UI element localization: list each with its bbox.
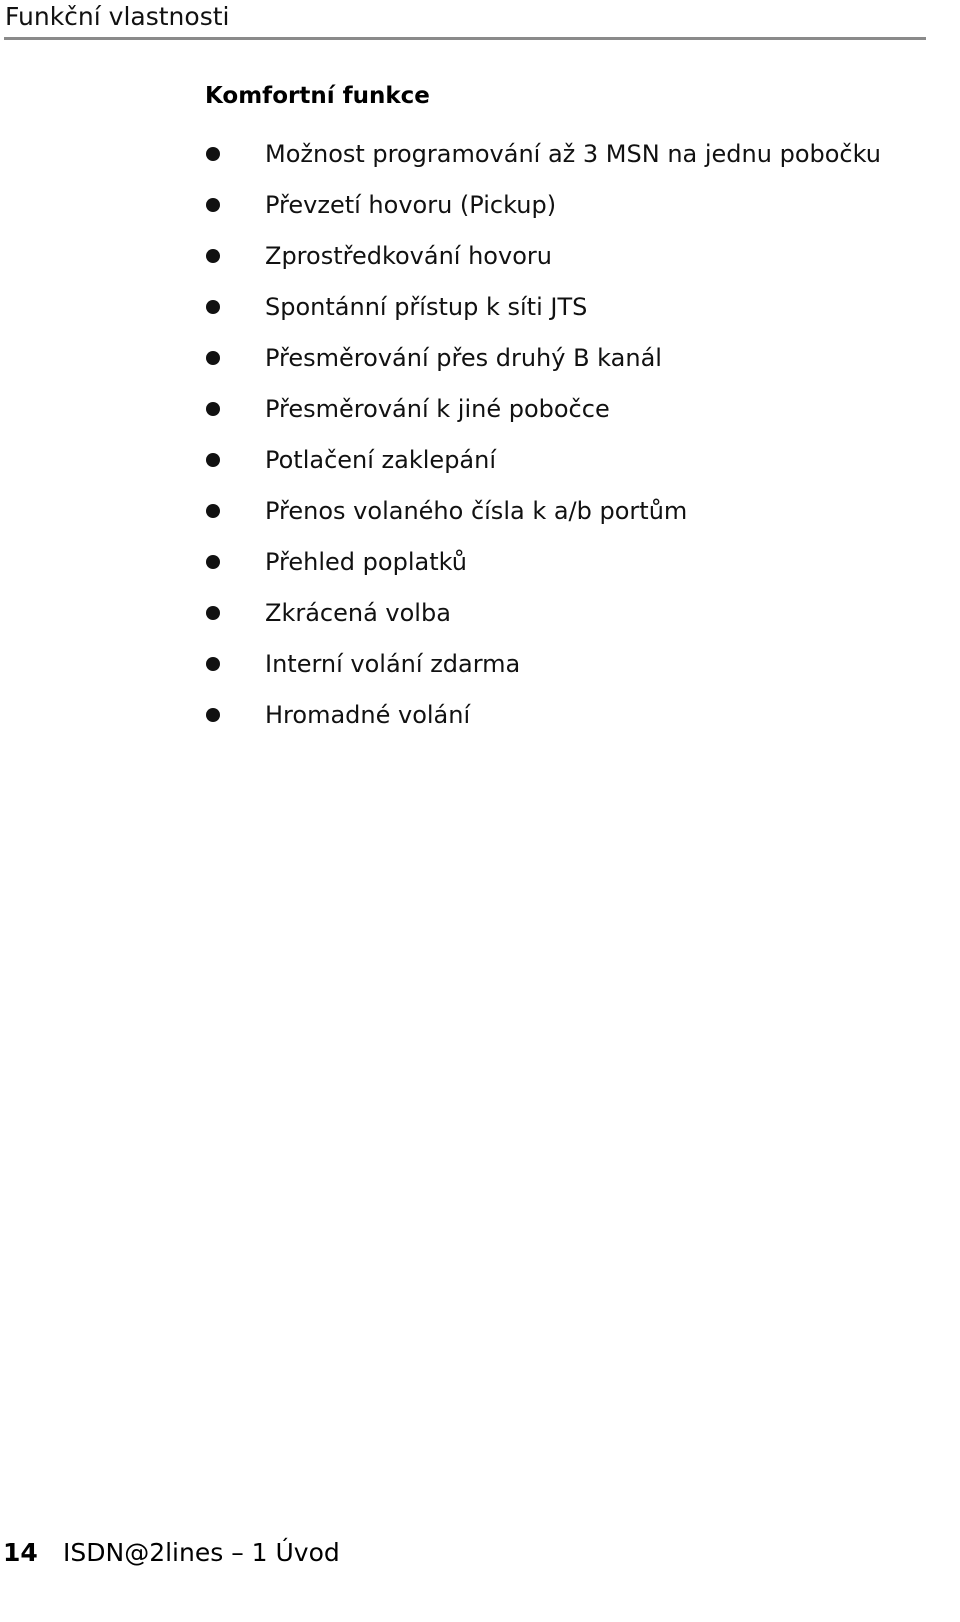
list-item xyxy=(205,179,881,230)
list-item xyxy=(205,638,881,689)
footer-chapter-title: ISDN@2lines – 1 Úvod xyxy=(63,1538,340,1567)
list-item xyxy=(205,434,881,485)
list-item-label: Zprostředkování hovoru xyxy=(265,241,552,270)
list-item xyxy=(205,128,881,179)
list-item-label: Interní volání zdarma xyxy=(265,649,521,678)
bullet-icon xyxy=(206,606,220,620)
list-item-label: Hromadné volání xyxy=(265,700,471,729)
running-header-title: Funkční vlastnosti xyxy=(5,2,230,31)
page-number: 14 xyxy=(3,1538,38,1567)
list-item-label: Zkrácená volba xyxy=(265,598,451,627)
bullet-icon xyxy=(206,198,220,212)
list-item-label: Potlačení zaklepání xyxy=(265,445,497,474)
section-heading: Komfortní funkce xyxy=(205,83,430,109)
bullet-icon xyxy=(206,147,220,161)
list-item xyxy=(205,689,881,740)
list-item-label: Přesměrování k jiné pobočce xyxy=(265,394,610,423)
list-item xyxy=(205,536,881,587)
list-item-label: Spontánní přístup k síti JTS xyxy=(265,292,588,321)
bullet-icon xyxy=(206,300,220,314)
bullet-icon xyxy=(206,708,220,722)
list-item-label: Převzetí hovoru (Pickup) xyxy=(265,190,557,219)
bullet-icon xyxy=(206,657,220,671)
list-item xyxy=(205,281,881,332)
bullet-icon xyxy=(206,504,220,518)
list-item xyxy=(205,485,881,536)
list-item xyxy=(205,587,881,638)
list-item xyxy=(205,332,881,383)
header-rule xyxy=(4,37,926,40)
list-item-label: Přenos volaného čísla k a/b portům xyxy=(265,496,688,525)
list-item-label: Možnost programování až 3 MSN na jednu pobočku xyxy=(265,139,881,168)
list-item xyxy=(205,383,881,434)
list-item xyxy=(205,230,881,281)
bullet-icon xyxy=(206,453,220,467)
list-item-label: Přesměrování přes druhý B kanál xyxy=(265,343,662,372)
feature-list xyxy=(205,128,881,740)
bullet-icon xyxy=(206,402,220,416)
bullet-icon xyxy=(206,351,220,365)
list-item-label: Přehled poplatků xyxy=(265,547,467,576)
bullet-icon xyxy=(206,249,220,263)
bullet-icon xyxy=(206,555,220,569)
page-footer xyxy=(3,1536,340,1570)
